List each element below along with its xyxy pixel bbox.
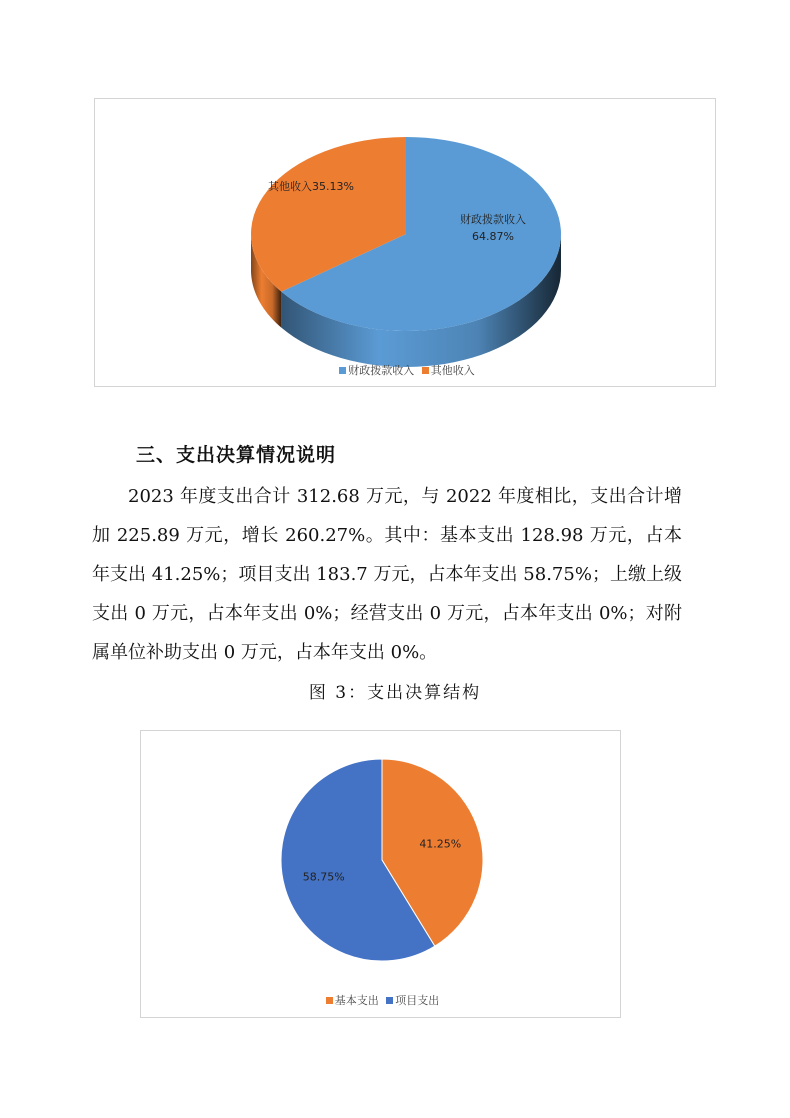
expenditure-pie-chart <box>140 730 621 1018</box>
pie3d-label-1: 其他收入35.13% <box>268 180 354 193</box>
income-legend <box>95 362 715 378</box>
legend-label-fiscal: 财政拨款收入 <box>348 364 415 377</box>
expenditure-pie-svg <box>141 731 622 1019</box>
section-heading: 三、支出决算情况说明 <box>136 444 337 466</box>
income-pie-chart <box>94 98 716 387</box>
legend-swatch-other <box>422 367 429 374</box>
pie-label-1: 58.75% <box>302 870 345 884</box>
pie-label-0: 41.25% <box>419 837 462 851</box>
pie3d-label-0-line-0: 财政拨款收入 <box>460 213 526 226</box>
legend-swatch-project <box>386 997 393 1004</box>
legend-swatch-fiscal <box>339 367 346 374</box>
legend-label-basic: 基本支出 <box>334 994 379 1007</box>
legend-swatch-basic <box>326 997 333 1004</box>
figure-caption: 图 3：支出决算结构 <box>308 683 482 703</box>
legend-label-other: 其他收入 <box>430 364 475 377</box>
pie3d-label-0-line-1: 64.87% <box>472 230 514 243</box>
legend-label-project: 项目支出 <box>395 994 440 1007</box>
expenditure-paragraph: 2023 年度支出合计 312.68 万元，与 2022 年度相比，支出合计增加 225.89 万元，增长 260.27%。其中：基本支出 128.98 万元，占本年支出 41.25%；项目支出 183.7 万元，占本年支出 58.75%；上缴上级支出 0 万元，占本年支出 0%；经营支出 0 万元，占本年支出 0%；对附属单位补助支出 0 万元，占本年支出 0%。 <box>92 486 682 663</box>
income-pie-svg <box>95 99 717 388</box>
expenditure-legend <box>141 992 620 1008</box>
